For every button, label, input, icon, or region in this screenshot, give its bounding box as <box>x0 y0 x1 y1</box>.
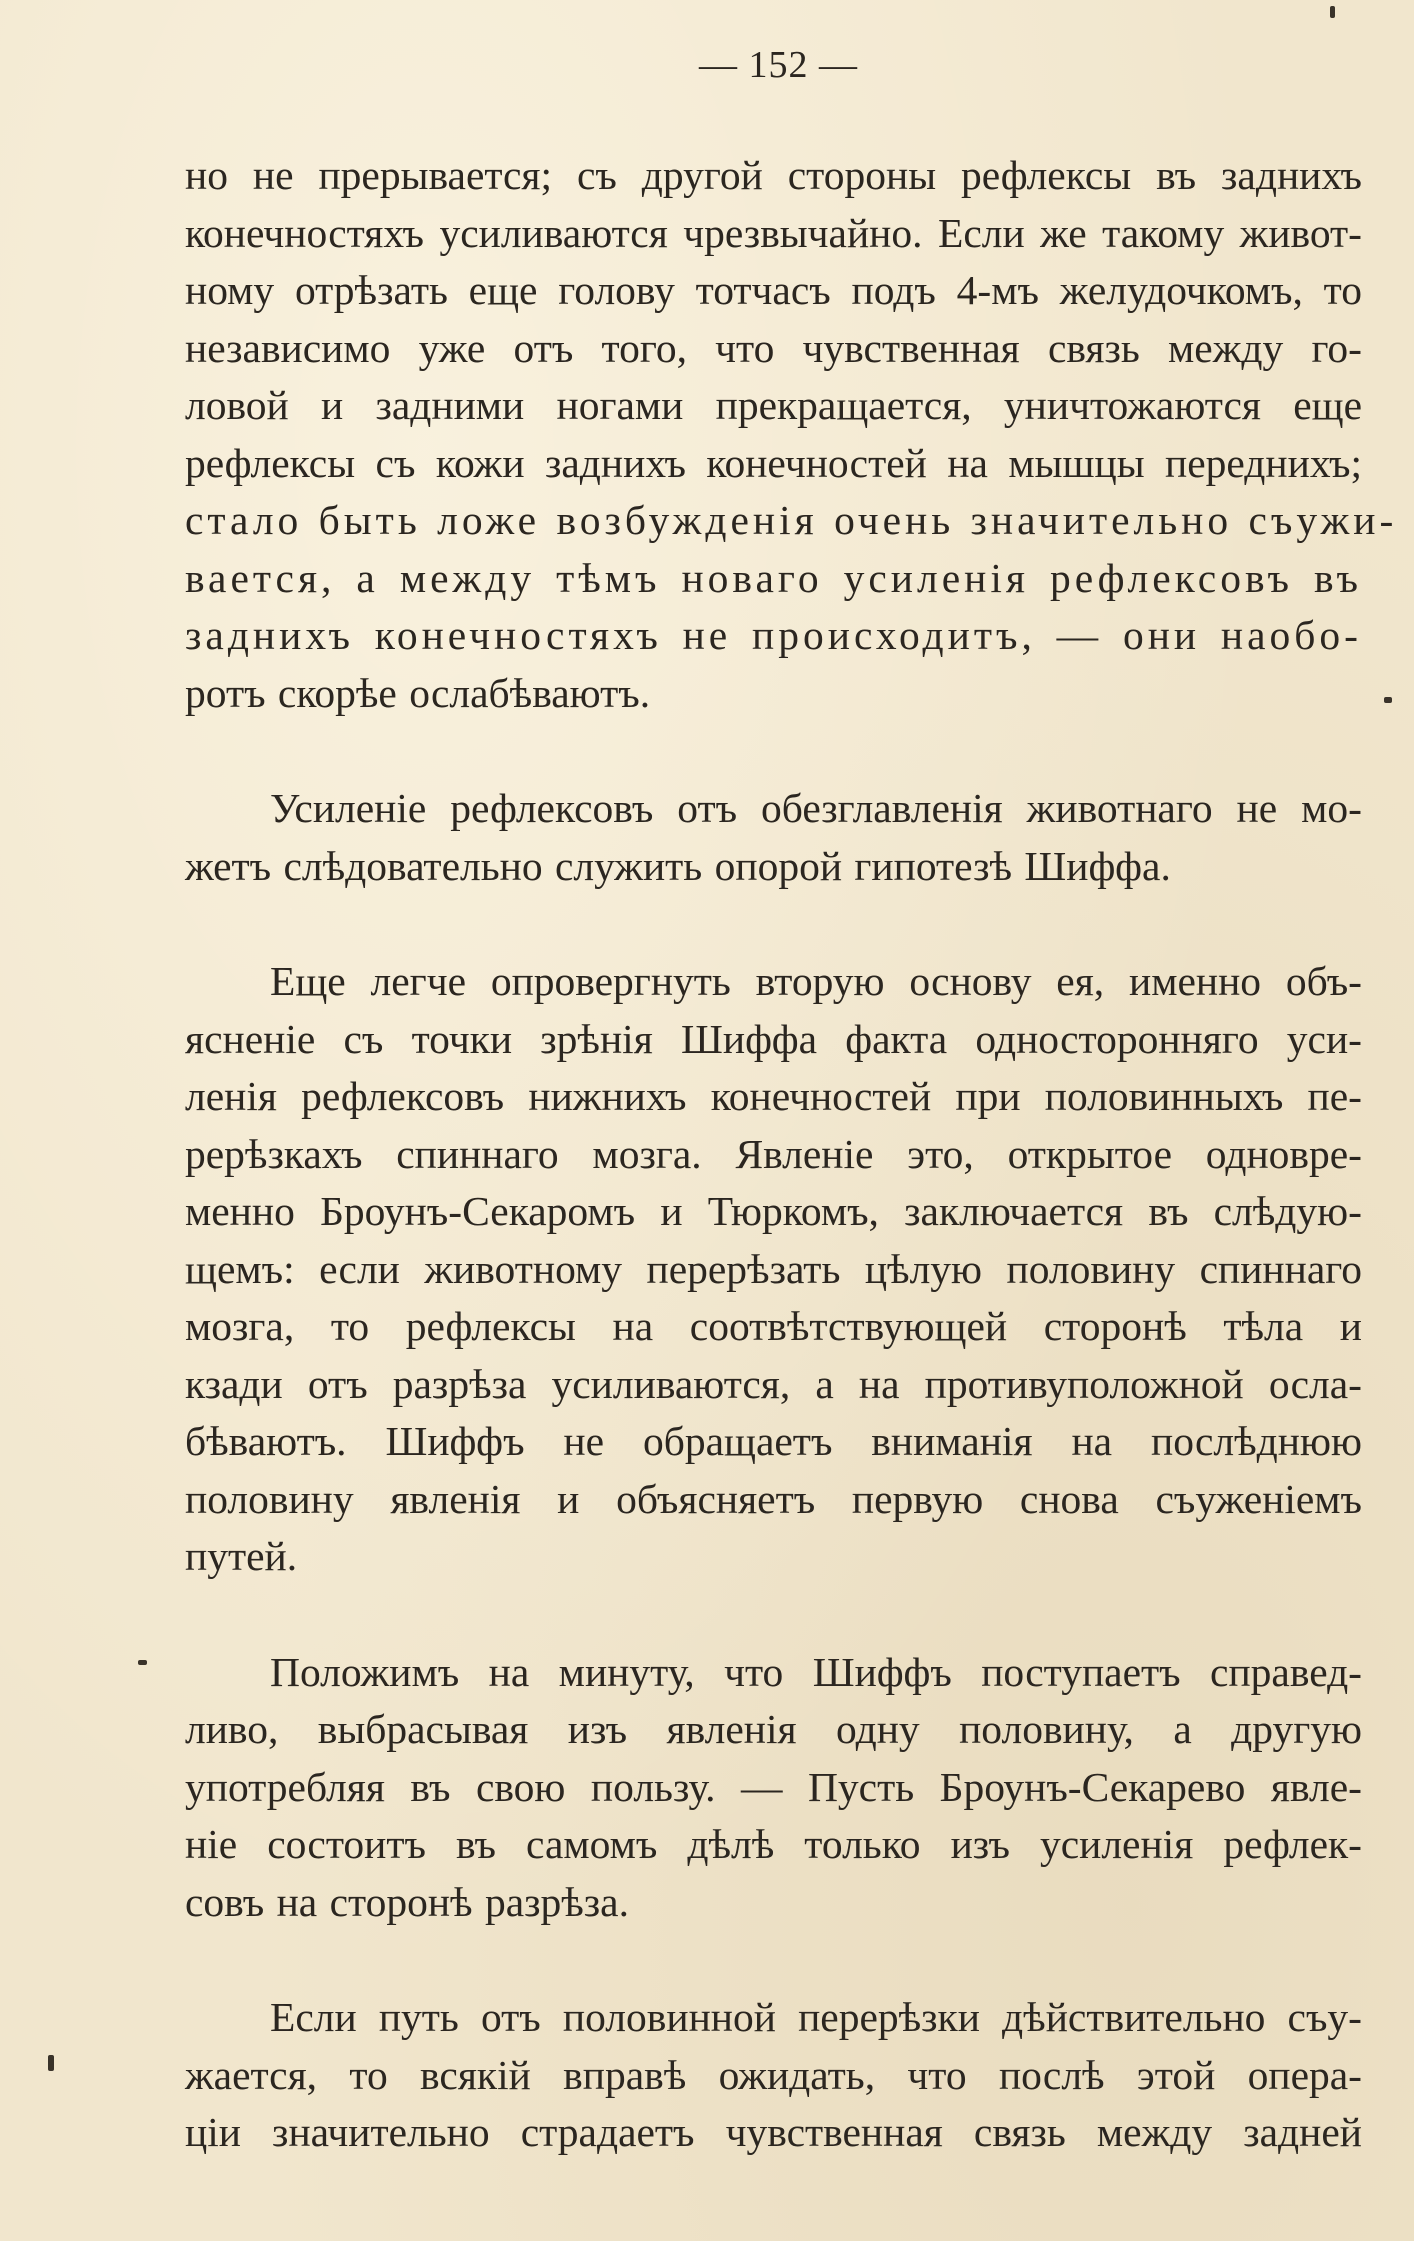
text-line: бѣваютъ. Шиффъ не обращаетъ вниманія на послѣднюю <box>185 1418 1362 1464</box>
text-line: ціи значительно страдаетъ чувственная связь между задней <box>185 2109 1362 2155</box>
text-line: стало быть ложе возбужденія очень значительно съужи- <box>185 497 1398 543</box>
text-line: жается, то всякій вправѣ ожидать, что послѣ этой опера- <box>185 2051 1362 2098</box>
text-line: половину явленія и объясняетъ первую снова съуженіемъ <box>185 1475 1362 1522</box>
text-line: путей. <box>185 1533 298 1579</box>
paragraph-2 <box>185 780 1362 895</box>
paragraph-1 <box>185 147 1398 722</box>
text-line: конечностяхъ усиливаются чрезвычайно. Если же такому живот- <box>185 209 1362 256</box>
text-line: Если путь отъ половинной перерѣзки дѣйствительно съу- <box>270 1994 1362 2040</box>
paragraph-gap <box>185 895 1362 953</box>
paragraph-gap <box>185 1586 1362 1644</box>
paragraph-3 <box>185 953 1362 1586</box>
text-line: жетъ слѣдовательно служить опорой гипотезѣ Шиффа. <box>185 842 1171 889</box>
scan-speck <box>1330 6 1335 18</box>
text-line: независимо уже отъ того, что чувственная связь между го- <box>185 324 1362 371</box>
text-line: употребляя въ свою пользу. — Пусть Броунъ-Секарево явле- <box>185 1763 1362 1810</box>
text-line: ливо, выбрасывая изъ явленія одну половину, а другую <box>185 1706 1362 1752</box>
text-line: менно Броунъ-Секаромъ и Тюркомъ, заключается въ слѣдую- <box>185 1188 1362 1234</box>
text-line: мозга, то рефлексы на соотвѣтствующей сторонѣ тѣла и <box>185 1303 1362 1349</box>
scan-speck <box>138 1660 147 1665</box>
text-line: ловой и задними ногами прекращается, уничтожаются еще <box>185 382 1362 428</box>
text-line: вается, а между тѣмъ новаго усиленія рефлексовъ въ <box>185 554 1362 601</box>
scan-speck <box>1384 697 1392 703</box>
text-line: рефлексы съ кожи заднихъ конечностей на мышцы переднихъ; <box>185 439 1362 486</box>
paragraph-gap <box>185 1931 1362 1989</box>
text-line: заднихъ конечностяхъ не происходитъ, — они наобо- <box>185 612 1362 658</box>
text-line: Еще легче опровергнуть вторую основу ея, именно объ- <box>270 958 1362 1004</box>
text-line: щемъ: если животному перерѣзать цѣлую половину спиннаго <box>185 1245 1362 1292</box>
scan-speck <box>48 2055 54 2071</box>
text-line: Усиленіе рефлексовъ отъ обезглавленія животнаго не мо- <box>270 785 1362 831</box>
text-line: совъ на сторонѣ разрѣза. <box>185 1878 629 1925</box>
paragraph-4 <box>185 1644 1362 1932</box>
text-line: рерѣзкахъ спиннаго мозга. Явленіе это, открытое одновре- <box>185 1130 1362 1177</box>
text-line: ніе состоитъ въ самомъ дѣлѣ только изъ усиленія рефлек- <box>185 1821 1362 1867</box>
paragraph-gap <box>185 722 1362 780</box>
text-line: ному отрѣзать еще голову тотчасъ подъ 4-мъ желудочкомъ, то <box>185 267 1362 313</box>
text-line: ротъ скорѣе ослабѣваютъ. <box>185 669 651 716</box>
text-line: Положимъ на минуту, что Шиффъ поступаетъ справед- <box>270 1648 1362 1695</box>
page-number: — 152 — <box>699 44 858 86</box>
text-line: кзади отъ разрѣза усиливаются, а на противуположной осла- <box>185 1360 1362 1407</box>
paragraph-5 <box>185 1989 1362 2162</box>
text-line: ленія рефлексовъ нижнихъ конечностей при половинныхъ пе- <box>185 1073 1362 1119</box>
text-line: но не прерывается; съ другой стороны рефлексы въ заднихъ <box>185 152 1362 198</box>
text-line: ясненіе съ точки зрѣнія Шиффа факта односторонняго уси- <box>185 1015 1362 1062</box>
